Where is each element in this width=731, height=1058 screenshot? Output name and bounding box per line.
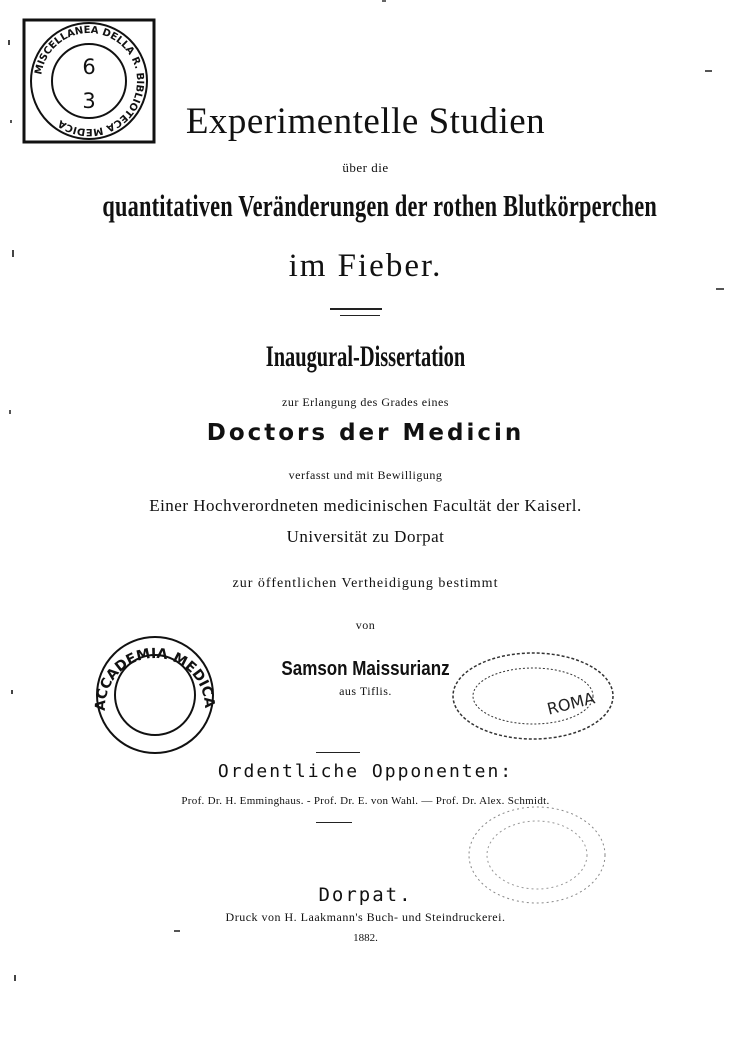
faculty-line: Einer Hochverordneten medicinischen Facultät der Kaiserl. bbox=[149, 496, 582, 515]
shelf-mark-bottom: 3 bbox=[82, 89, 96, 113]
shelf-mark-top: 6 bbox=[82, 55, 96, 79]
imprint-year: 1882. bbox=[353, 932, 378, 944]
title-line-1: Experimentelle Studien bbox=[185, 101, 546, 142]
university-line: Universität zu Dorpat bbox=[286, 527, 445, 546]
title-line-3: quantitativen Veränderungen der rothen Blutkörperchen bbox=[102, 188, 657, 223]
author-origin: aus Tiflis. bbox=[339, 684, 392, 698]
roma-stamp-city: ROMA bbox=[545, 688, 597, 719]
academy-stamp-ring-text: ACCADEMIA MEDICA bbox=[92, 645, 218, 712]
divider bbox=[330, 308, 382, 310]
author-name: Samson Maissurianz bbox=[281, 658, 450, 680]
imprint-printer: Druck von H. Laakmann's Buch- und Steindruckerei. bbox=[225, 910, 506, 924]
by-word: von bbox=[355, 618, 376, 632]
divider bbox=[316, 822, 352, 823]
degree-title: Doctors der Medicin bbox=[206, 420, 525, 446]
opponents-heading: Ordentliche Opponenten: bbox=[217, 761, 514, 782]
divider bbox=[316, 752, 360, 753]
roma-stamp bbox=[448, 646, 618, 746]
imprint-place: Dorpat. bbox=[318, 884, 413, 906]
degree-purpose: zur Erlangung des Grades eines bbox=[282, 395, 449, 409]
authorization-line: verfasst und mit Bewilligung bbox=[288, 468, 443, 482]
library-stamp-ring-text: MISCELLANEA DELLA R. BIBLIOTECA MEDICA bbox=[33, 24, 146, 138]
title-line-4: im Fieber. bbox=[288, 248, 443, 284]
academy-stamp bbox=[92, 633, 222, 757]
defense-line: zur öffentlichen Vertheidigung bestimmt bbox=[232, 576, 499, 591]
title-line-2: über die bbox=[342, 160, 389, 175]
dissertation-label: Inaugural-Dissertation bbox=[265, 340, 466, 373]
divider bbox=[340, 315, 380, 316]
opponents-names: Prof. Dr. H. Emminghaus. - Prof. Dr. E. von Wahl. — Prof. Dr. Alex. Schmidt. bbox=[181, 795, 550, 807]
